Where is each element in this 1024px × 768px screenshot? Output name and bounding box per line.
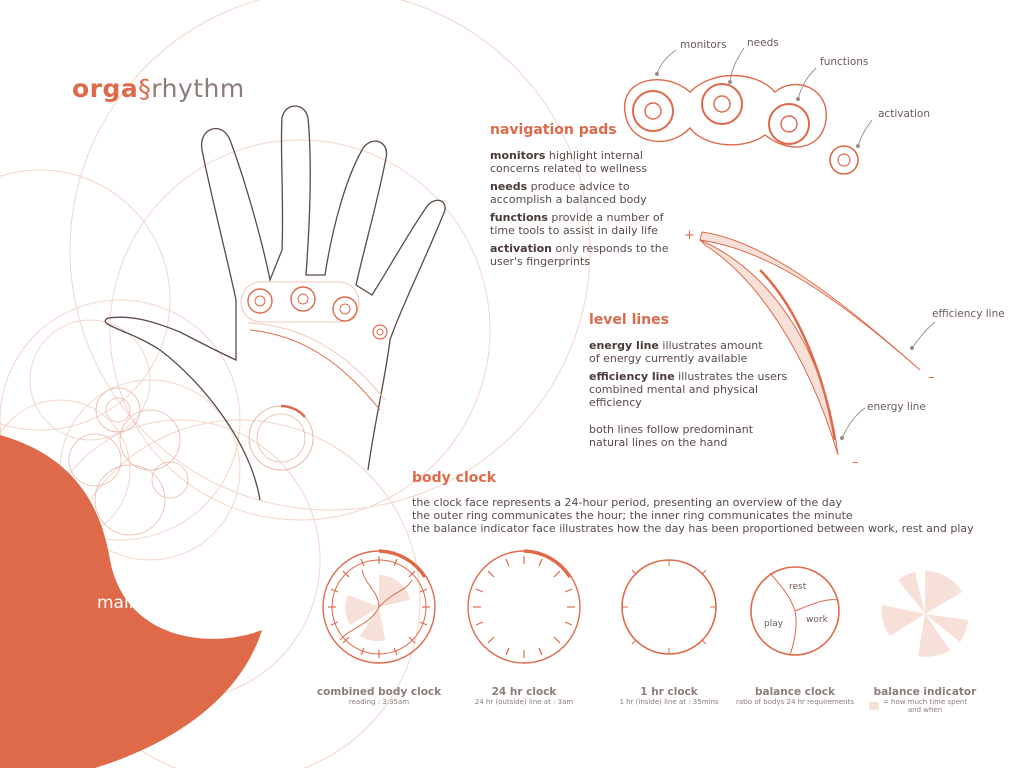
clock-subtitle-2: and when (907, 706, 943, 714)
pad-label-activation: activation (878, 108, 931, 120)
1-hr-clock-icon (622, 560, 716, 654)
pad-label-monitors: monitors (680, 39, 727, 51)
clock-subtitle: 24 hr (outside) line at : 3am (474, 698, 574, 706)
pad-label-functions: functions (820, 56, 869, 68)
plus-sign: + (684, 228, 695, 243)
balance-indicator-icon (882, 571, 968, 657)
clock-title: 24 hr clock (491, 686, 557, 698)
efficiency-desc: efficiency line illustrates the users (589, 370, 788, 383)
clock-subtitle: = how much time spent (882, 698, 968, 706)
body-clock-description (412, 496, 974, 535)
body-clock-line-2: the outer ring communicates the hour; the inner ring communicates the minute (412, 509, 853, 522)
body-clock-line-3: the balance indicator face illustrates how the day has been proportioned between work, rest and play (412, 522, 974, 535)
level-lines-description (589, 339, 787, 449)
app-logo (72, 74, 245, 103)
24-hr-clock-icon (468, 551, 580, 663)
efficiency-desc-2: combined mental and physical (589, 383, 759, 396)
energy-desc-2: of energy currently available (589, 352, 748, 365)
clock-subtitle: 1 hr (inside) line at : 35mins (619, 698, 719, 706)
balance-label-rest: rest (789, 582, 807, 592)
nav-pads-title: navigation pads (490, 122, 617, 138)
nav-pads-description (490, 149, 669, 268)
banner-label: main interface (97, 593, 221, 613)
energy-line-label: energy line (867, 401, 926, 413)
clock-title: 1 hr clock (640, 686, 698, 698)
needs-desc: needs produce advice to (490, 180, 630, 193)
helix-icon: § (138, 74, 152, 103)
functions-desc: functions provide a number of (490, 211, 664, 224)
body-clock-line-1: the clock face represents a 24-hour period, presenting an overview of the day (412, 496, 843, 509)
clock-caption-balance-clock (725, 686, 865, 706)
balance-clock-icon (751, 567, 839, 655)
clock-title: balance indicator (873, 686, 977, 698)
activation-desc-2: user's fingerprints (490, 255, 590, 268)
logo-part-2: rhythm (151, 74, 245, 103)
clock-title: combined body clock (316, 686, 442, 698)
efficiency-minus-sign: – (928, 370, 935, 385)
energy-desc: energy line illustrates amount (589, 339, 763, 352)
combined-body-clock-icon (323, 551, 435, 663)
monitors-desc-2: concerns related to wellness (490, 162, 648, 175)
clock-subtitle: ratio of bodys 24 hr requirements (735, 698, 855, 706)
clock-caption-24hr (454, 686, 594, 706)
clock-caption-1hr (599, 686, 739, 706)
body-clock-title: body clock (412, 470, 496, 486)
pad-label-needs: needs (747, 37, 779, 49)
activation-desc: activation only responds to the (490, 242, 669, 255)
clock-subtitle: reading : 3:35am (348, 698, 410, 706)
efficiency-desc-3: efficiency (589, 396, 642, 409)
energy-minus-sign: – (852, 455, 859, 470)
balance-label-work: work (806, 615, 828, 625)
clock-title: balance clock (754, 686, 835, 698)
level-lines-title: level lines (589, 312, 669, 328)
level-note-2: natural lines on the hand (589, 436, 728, 449)
logo-part-1: orga (72, 74, 139, 103)
functions-desc-2: time tools to assist in daily life (490, 224, 658, 237)
balance-label-play: play (764, 619, 784, 629)
level-note-1: both lines follow predominant (589, 423, 754, 436)
monitors-desc: monitors highlight internal (490, 149, 643, 162)
clock-caption-balance-indicator (855, 686, 995, 714)
clock-caption-combined (309, 686, 449, 706)
efficiency-line-label: efficiency line (932, 308, 1005, 320)
needs-desc-2: accomplish a balanced body (490, 193, 647, 206)
